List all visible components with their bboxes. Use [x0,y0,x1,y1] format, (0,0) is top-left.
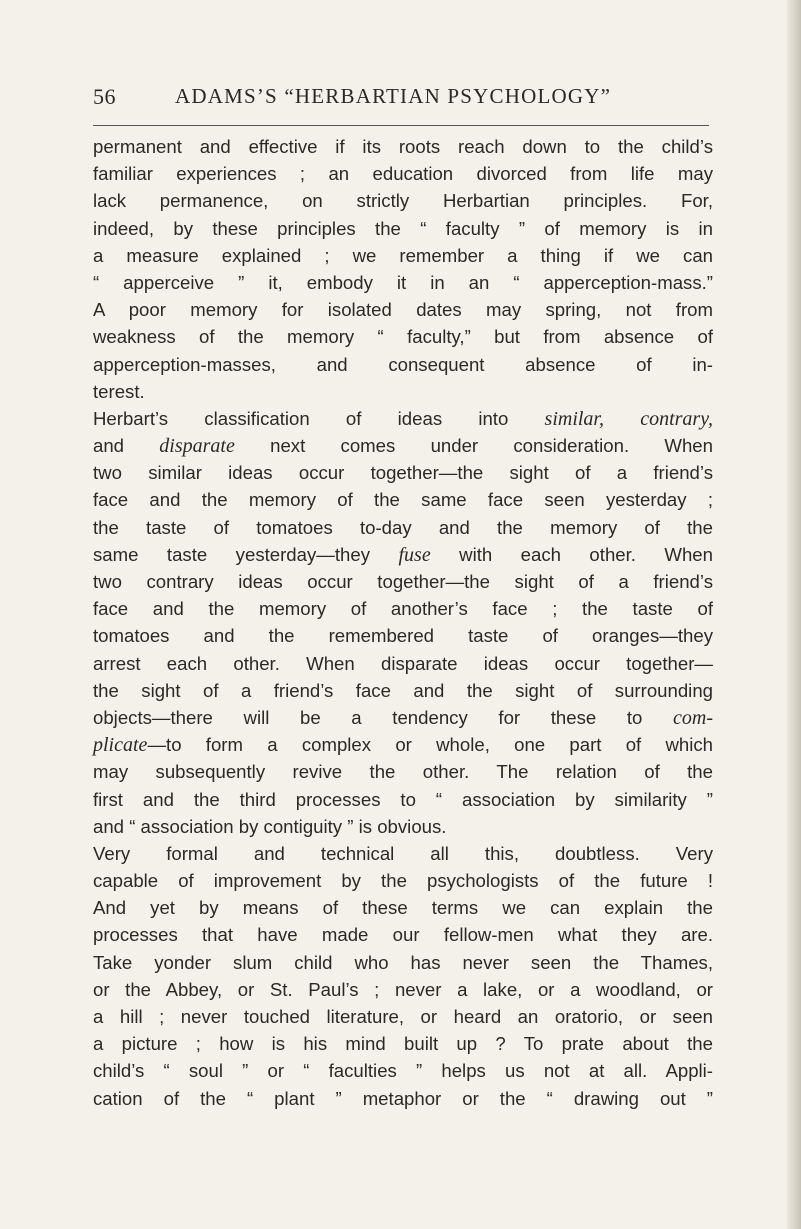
text-line: indeed, by these principles the “ faculty ” of memory is in [93,217,713,239]
text-line: two contrary ideas occur together—the sight of a friend’s [93,571,713,592]
running-title: ADAMS’S “HERBARTIAN PSYCHOLOGY” [175,84,612,108]
text-line: child’s “ soul ” or “ faculties ” helps us not at all. Appli- [93,1060,713,1082]
text-line: the taste of tomatoes to-day and the memory of the [93,516,713,538]
text-line: lack permanence, on strictly Herbartian principles. For, [93,190,713,212]
text-line: a picture ; how is his mind built up ? To prate about the [93,1033,713,1055]
text-line: a hill ; never touched literature, or heard an oratorio, or seen [93,1006,713,1027]
text-line: apperception-masses, and consequent absence of in- [93,353,713,375]
text-line-italic [93,731,713,758]
running-header [93,84,708,118]
text-line: Take yonder slum child who has never seen the Thames, [93,951,713,973]
text-line: “ apperceive ” it, embody it in an “ apperception-mass.” [93,271,713,293]
text-line: terest. [93,380,145,402]
text-line: may subsequently revive the other. The relation of the [93,761,713,783]
italic-term-contrary: contrary, [640,407,713,430]
text-fragment: with each other. When [430,543,713,565]
text-fragment [604,408,640,429]
text-line: processes that have made our fellow-men what they are. [93,924,713,946]
text-line: cation of the “ plant ” metaphor or the “ drawing out ” [93,1087,713,1109]
text-fragment: Herbart’s classification of ideas into [93,407,545,429]
text-line: first and the third processes to “ association by similarity ” [93,788,713,810]
italic-term-complicate-start: com- [673,706,713,729]
italic-term-fuse: fuse [398,543,431,566]
text-fragment: and [93,435,160,457]
text-line: weakness of the memory “ faculty,” but from absence of [93,326,713,348]
text-line: Very formal and technical all this, doubtless. Very [93,842,713,864]
text-line: the sight of a friend’s face and the sight of surrounding [93,679,713,701]
page-edge-shadow [787,0,801,1229]
text-fragment: —to form a complex or whole, one part of which [147,734,713,756]
text-line-italic [93,405,713,432]
text-line: face and the memory of another’s face ; the taste of [93,598,713,620]
text-line: arrest each other. When disparate ideas occur together— [93,652,713,674]
text-line: a measure explained ; we remember a thing if we can [93,244,713,266]
text-line: tomatoes and the remembered taste of oranges—they [93,625,713,647]
text-line: capable of improvement by the psychologists of the future ! [93,870,713,892]
text-line: or the Abbey, or St. Paul’s ; never a lake, or a woodland, or [93,978,713,1000]
text-line: familiar experiences ; an education divorced from life may [93,163,713,185]
text-line-italic [93,704,713,731]
page-number: 56 [93,84,116,109]
text-fragment: objects—there will be a tendency for these to [93,706,674,728]
body-text [93,133,713,1112]
italic-term-similar: similar, [544,407,604,430]
text-line: permanent and effective if its roots reach down to the child’s [93,136,713,157]
text-line-italic [93,432,713,459]
text-line: two similar ideas occur together—the sight of a friend’s [93,462,713,484]
text-fragment: same taste yesterday—they [93,543,399,565]
italic-term-complicate-end: plicate [93,734,148,757]
text-line: and “ association by contiguity ” is obvious. [93,815,447,837]
text-line-italic [93,541,713,568]
italic-term-disparate: disparate [159,435,235,458]
header-rule [93,125,709,126]
text-line: And yet by means of these terms we can explain the [93,897,713,919]
text-line: A poor memory for isolated dates may spring, not from [93,299,713,321]
text-line: face and the memory of the same face seen yesterday ; [93,489,713,511]
text-fragment: next comes under consideration. When [234,435,713,457]
